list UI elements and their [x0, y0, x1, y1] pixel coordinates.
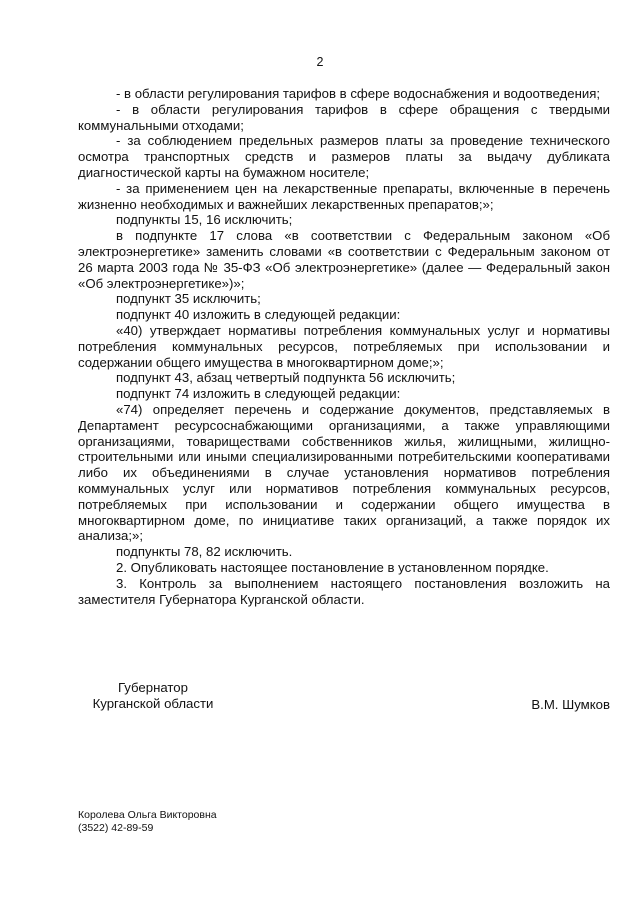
signatory-title-line1: Губернатор	[118, 680, 188, 695]
paragraph: подпункт 35 исключить;	[116, 291, 261, 307]
contact-phone: (3522) 42-89-59	[78, 821, 154, 834]
paragraph: - за применением цен на лекарственные препараты, включенные в перечень жизненно необходимых и важнейших лекарственных препаратов;»;	[78, 180, 610, 212]
paragraph: - за соблюдением предельных размеров платы за проведение технического осмотра транспортных средств и размеров платы за выдачу дубликата диагностической карты на бумажном носителе;	[78, 133, 610, 180]
paragraph: 3. Контроль за выполнением настоящего постановления возложить на заместителя Губернатора Курганской области.	[78, 575, 610, 607]
paragraph: в подпункте 17 слова «в соответствии с Федеральным законом «Об электроэнергетике» заменить словами «в соответствии с Федеральным законом от 26 марта 2003 года № 35-ФЗ «Об электроэнергетике» (далее — Федеральный закон «Об электроэнергетике»)»;	[78, 228, 610, 291]
paragraph: подпункт 40 изложить в следующей редакции:	[116, 307, 401, 323]
contact-block	[78, 809, 217, 834]
signatory-title-line2: Курганской области	[92, 696, 214, 711]
paragraph: «40) утверждает нормативы потребления коммунальных услуг и нормативы потребления коммунальных ресурсов, потребляемых при использовании и содержании общего имущества в многоквартирном доме;»;	[78, 322, 610, 370]
contact-name: Королева Ольга Викторовна	[78, 809, 217, 821]
document-body	[78, 86, 610, 607]
paragraph: подпункт 43, абзац четвертый подпункта 56 исключить;	[116, 370, 456, 386]
paragraph: «74) определяет перечень и содержание документов, представляемых в Департамент ресурсоснабжающими организациями, а также управляющими организациями, товариществами собственников жилья, жилищными, жилищно-строительными или иными специализированными потребительскими кооперативами либо их объединениями в случае установления нормативов потребления коммунальных услуг или нормативов потребления коммунальных ресурсов, потребляемых при использовании и содержании общего имущества в многоквартирном доме, по инициативе таких организаций, а также порядок их анализа;»;	[78, 401, 610, 544]
paragraph: подпункты 78, 82 исключить.	[116, 544, 293, 560]
paragraph: подпункт 74 изложить в следующей редакции:	[116, 386, 401, 402]
page-number: 2	[316, 55, 324, 69]
paragraph: - в области регулирования тарифов в сфере обращения с твердыми коммунальными отходами;	[78, 101, 610, 133]
signatory-name: В.М. Шумков	[531, 697, 610, 712]
paragraph: подпункты 15, 16 исключить;	[116, 212, 293, 228]
signatory-title	[78, 680, 228, 712]
paragraph: 2. Опубликовать настоящее постановление в установленном порядке.	[116, 559, 549, 575]
paragraph: - в области регулирования тарифов в сфере водоснабжения и водоотведения;	[116, 86, 601, 101]
